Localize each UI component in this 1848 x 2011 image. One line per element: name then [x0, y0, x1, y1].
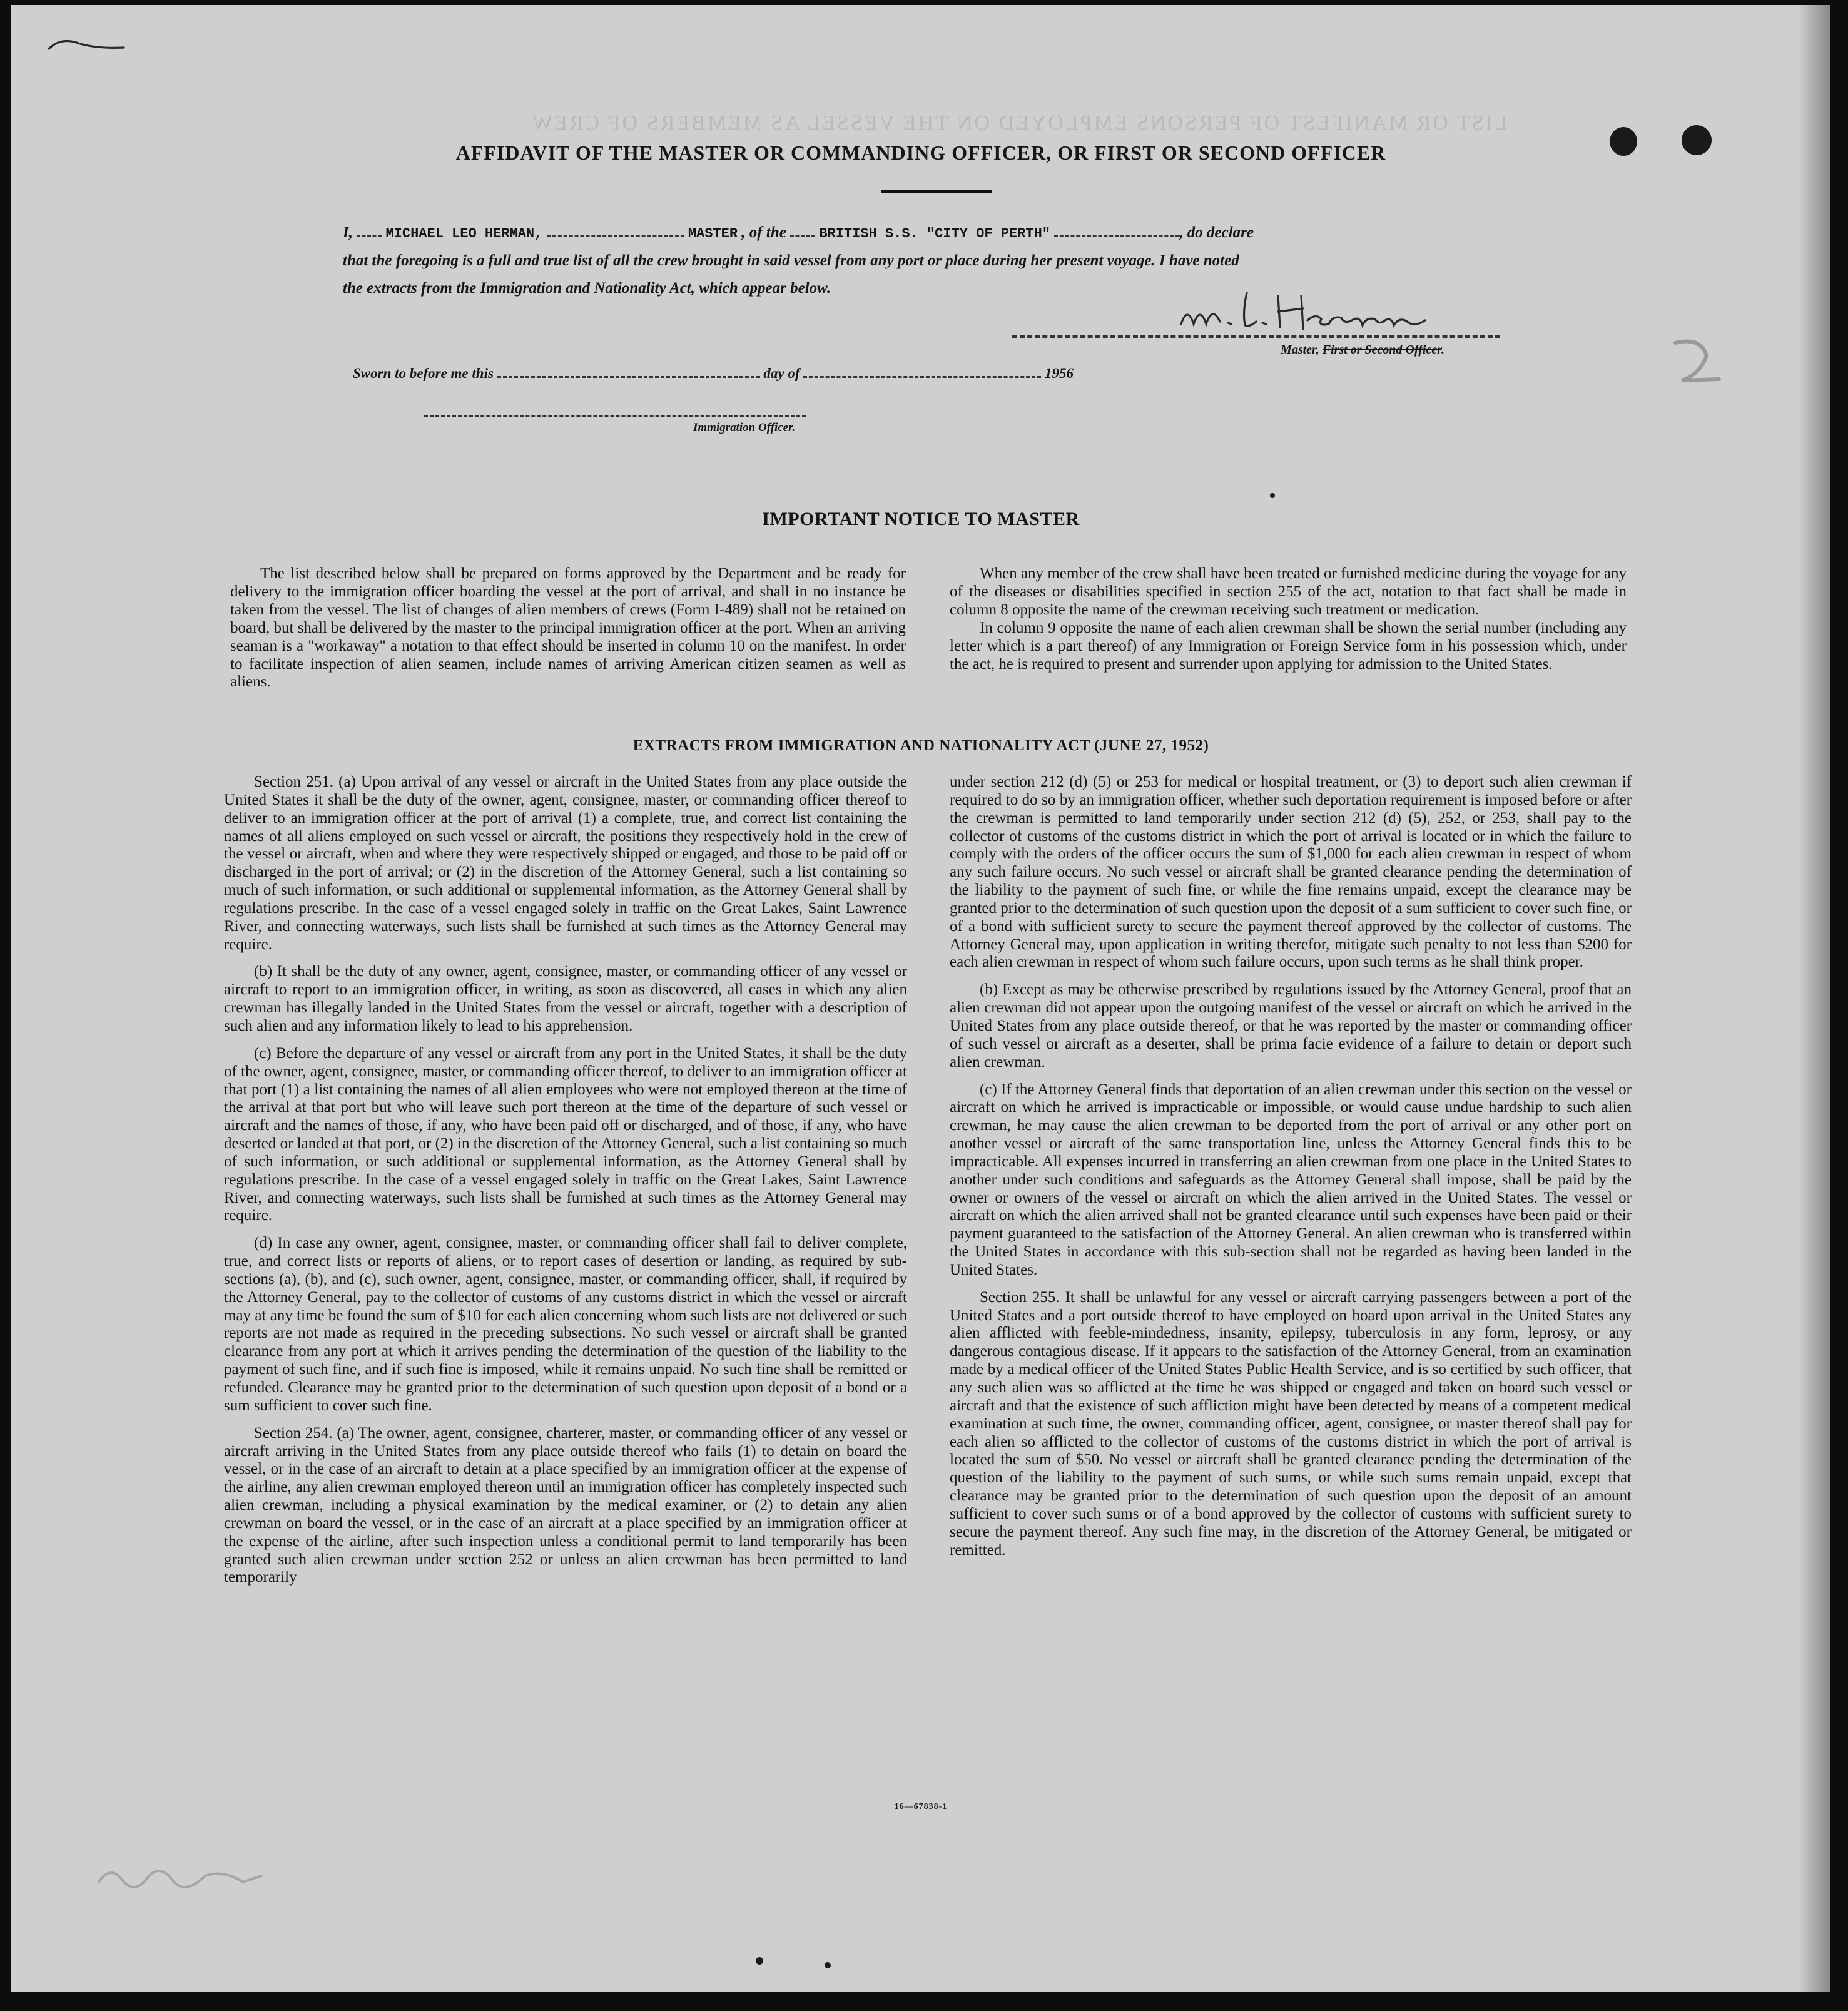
notice-paragraph: The list described below shall be prepared on forms approved by the Department and be ready for delivery to the immigration officer boarding the vessel at the port of arrival, and shall in no instance be taken from the vessel. The list of changes of alien members of crews (Form I-489) shall not be retained on board, but shall be delivered by the master to the principal immigration officer at the port. When an arriving seaman is a "workaway" a notation to that effect should be inserted in column 10 on the manifest. In order to facilitate inspection of alien seamen, include names of arriving American citizen seamen as well as aliens. [230, 565, 906, 691]
section-251b: (b) It shall be the duty of any owner, agent, consignee, master, or commanding officer of any vessel or aircraft to report to an immigration officer, in writing, as soon as discovered, all cases in which any alien crewman has illegally landed in the United States from the vessel or aircraft, together with a description of such alien and any information likely to lead to his apprehension. [224, 963, 907, 1034]
title-rule [881, 190, 992, 193]
section-251d: (d) In case any owner, agent, consignee, master, or commanding officer shall fail to deliver complete, true, and correct lists or reports of aliens, or to report cases of desertion or landing, as required by sub-sections (a), (b), and (c), such owner, agent, consignee, master, or commanding officer, shall, if required by the Attorney General, pay to the collector of customs of any customs district in which the vessel or aircraft may at any time be found the sum of $10 for each alien concerning whom such lists are not delivered or such reports are not made as required in the preceding subsections. No such vessel or aircraft shall be granted clearance from any port at which it arrives pending the determination of the question of the liability to the payment of such fine, and if such fine is imposed, while it remains unpaid. No such fine shall be remitted or refunded. Clearance may be granted prior to the determination of such question upon deposit of a bond or a sum sufficient to cover such fine. [224, 1235, 907, 1414]
sworn-text: Sworn to before me this [353, 365, 494, 381]
section-254c: (c) If the Attorney General finds that deportation of an alien crewman under this section on the vessel or aircraft on which he arrived is impracticable or impossible, or would cause undue hardship to such alien crewman, he may cause the alien crewman to be deported from the port of arrival or any other port on another vessel or aircraft of the same transportation line, unless the Attorney General finds this to be impracticable. All expenses incurred in transferring an alien crewman from one place in the United States to another under such conditions and safeguards as the Attorney General shall impose, shall be paid by the owner or owners of the vessel or aircraft on which the alien arrived in the United States. The vessel or aircraft on which the alien arrived shall not be granted clearance until such expenses have been paid or their payment guaranteed to the satisfaction of the Attorney General. An alien crewman who is transferred within the United States in accordance with this sub-section shall not be regarded as having been landed in the United States. [950, 1081, 1632, 1278]
master-signature [1169, 280, 1431, 343]
notice-paragraph: When any member of the crew shall have been treated or furnished medicine during the voyage for any of the diseases or disabilities specified in section 255 of the act, notation to that fact shall be made in column 8 opposite the name of the crewman receiving such treatment or medication. [950, 565, 1627, 618]
section-251a: Section 251. (a) Upon arrival of any vessel or aircraft in the United States from any place outside the United States it shall be the duty of the owner, agent, consignee, master, or commanding officer thereof to deliver to an immigration officer at the port of arrival (1) a complete, true, and correct list containing the names of all aliens employed on such vessel or aircraft, the positions they respectively hold in the crew of the vessel or aircraft, when and where they were respectively shipped or engaged, and those to be paid off or discharged in the port of arrival; or (2) in the discretion of the Attorney General, such a list containing so much of such information, or such additional or supplemental information, as the Attorney General shall by regulations prescribe. In the case of a vessel engaged solely in traffic on the Great Lakes, Saint Lawrence River, and connecting waterways, such lists shall be furnished at such times as the Attorney General may require. [224, 773, 907, 953]
section-255: Section 255. It shall be unlawful for any vessel or aircraft carrying passengers between a port of the United States and a port outside thereof to have employed on board upon arrival in the United States any alien afflicted with feeble-mindedness, insanity, epilepsy, tuberculosis in any form, leprosy, or any dangerous contagious disease. If it appears to the satisfaction of the Attorney General, from an examination made by a medical officer of the United States Public Health Service, and is so certified by such officer, that any such alien was so afflicted at the time he was shipped or engaged and taken on board such vessel or aircraft and that the existence of such affliction might have been detected by means of a competent medical examination at such time, the owner, commanding officer, agent, consignee, or master thereof shall pay for each alien so afflicted to the collector of customs of the customs district in which the port of arrival is located the sum of $50. No vessel or aircraft shall be granted clearance pending the determination of the question of the liability to the payment of such sums, or while such sums remain unpaid, except that clearance may be granted prior to the determination of such question upon the deposit of an amount sufficient to cover such sums or of a bond approved by the collector of customs with sufficient surety to secure the payment thereof. Any such fine may, in the discretion of the Attorney General, be mitigated or remitted. [950, 1288, 1632, 1559]
corner-mark-icon [43, 30, 136, 61]
signature-line [1012, 335, 1500, 338]
declaration-line-3: the extracts from the Immigration and Nationality Act, which appear below. [343, 280, 831, 297]
faint-handwriting-icon [93, 1857, 268, 1901]
caption-struck-officer: First or Second Officer [1322, 343, 1441, 357]
form-number: 16—67838-1 [894, 1802, 948, 1811]
declaration-i: I, [343, 224, 353, 241]
master-name: MICHAEL LEO HERMAN, [385, 226, 543, 242]
notice-left-column [230, 565, 906, 691]
caption-master: Master, [1281, 343, 1319, 357]
ink-dot-icon [825, 1962, 831, 1968]
master-rank: MASTER [688, 226, 738, 242]
bleed-through-text: LIST OR MANIFEST OF PERSONS EMPLOYED ON THE VESSEL AS MEMBERS OF CREW [531, 111, 1508, 135]
section-251c: (c) Before the departure of any vessel or aircraft from any port in the United States, it shall be the duty of the owner, agent, consignee, master, or commanding officer thereof, to deliver to an immigration officer at that port (1) a list containing the names of all alien employees who were not employed thereon at the time of the arrival at that port but who will leave such port thereon at the time of the departure of such vessel or aircraft and the names of those, if any, who have been paid off or discharged, and of those, if any, who have deserted or landed at that port, or (2) in the discretion of the Attorney General, such a list containing so much of such information, or such additional or supplemental information, as the Attorney General shall by regulations prescribe. In the case of a vessel engaged solely in traffic on the Great Lakes, Saint Lawrence River, and connecting waterways, such lists shall be furnished at such times as the Attorney General may require. [224, 1044, 907, 1224]
ink-dot-icon [756, 1957, 763, 1965]
declaration-line-2: that the foregoing is a full and true list of all the crew brought in said vessel from any port or place during her present voyage. I have noted [343, 252, 1239, 269]
signature-caption: Master, First or Second Officer. [1281, 343, 1444, 357]
margin-mark-icon [1663, 330, 1738, 405]
ink-dot-icon [1270, 493, 1275, 498]
immigration-officer-caption: Immigration Officer. [693, 421, 796, 434]
extracts-title: EXTRACTS FROM IMMIGRATION AND NATIONALITY ACT (JUNE 27, 1952) [632, 737, 1209, 754]
notice-title: IMPORTANT NOTICE TO MASTER [762, 509, 1080, 529]
sworn-year: 1956 [1045, 365, 1074, 381]
affidavit-title: AFFIDAVIT OF THE MASTER OR COMMANDING OFFICER, OR FIRST OR SECOND OFFICER [455, 141, 1386, 164]
day-of-text: day of [763, 365, 800, 381]
sworn-line [353, 365, 1074, 382]
do-declare-text: , do declare [1179, 224, 1254, 241]
notice-paragraph: In column 9 opposite the name of each alien crewman shall be shown the serial number (including any letter which is a part thereof) of any Immigration or Foreign Service form in his possession which, under the act, he is required to present and surrender upon applying for admission to the United States. [950, 619, 1627, 673]
document-page [11, 5, 1830, 1992]
of-the-text: , of the [741, 224, 786, 241]
extracts-right-column [950, 773, 1632, 1569]
notice-right-column [950, 565, 1627, 673]
section-254a: Section 254. (a) The owner, agent, consignee, charterer, master, or commanding officer of any vessel or aircraft arriving in the United States from any place outside thereof who fails (1) to detain on board the vessel, or in the case of an aircraft to detain at a place specified by an immigration officer at the expense of the airline, any alien crewman employed thereon until an immigration officer has completely inspected such alien crewman, including a physical examination by the medical examiner, or (2) to detain any alien crewman on board the vessel, or in the case of an aircraft at a place specified by an immigration officer at the expense of the airline, after such inspection unless a conditional permit to land temporarily has been granted such alien crewman under section 252 or unless an alien crewman has been permitted to land temporarily [224, 1424, 907, 1586]
section-254b: (b) Except as may be otherwise prescribed by regulations issued by the Attorney General, proof that an alien crewman did not appear upon the outgoing manifest of the vessel or aircraft on which he arrived in the United States from any place outside thereof, or that he was reported by the master or commanding officer of such vessel or aircraft as a deserter, shall be prima facie evidence of a failure to detain or deport such alien crewman. [950, 981, 1632, 1071]
immigration-officer-line [424, 415, 806, 417]
extracts-left-column [224, 773, 907, 1596]
vessel-name: BRITISH S.S. "CITY OF PERTH" [819, 226, 1050, 242]
section-254a-continued: under section 212 (d) (5) or 253 for medical or hospital treatment, or (3) to deport such alien crewman if required to do so by an immigration officer, whether such deportation requirement is imposed before or after the crewman is permitted to land temporarily under section 212 (d) (5), 252, or 253, shall pay to the collector of customs of the customs district in which the port of arrival is located or in which the failure to comply with the orders of the officer occurs the sum of $1,000 for each alien crewman in respect of whom any such failure occurs. No such vessel or aircraft shall be granted clearance pending the determination of the liability to the payment of such fine, or while the fine remains unpaid, except the clearance may be granted prior to the determination of such question upon the deposit of a sum sufficient to cover such fine, or of a bond with sufficient surety to secure the payment thereof approved by the collector of customs. The Attorney General may, upon application in writing therefor, mitigate such penalty to not less than $200 for each alien crewman in respect of whom such failure occurs, upon such terms as he shall think proper. [950, 773, 1632, 971]
